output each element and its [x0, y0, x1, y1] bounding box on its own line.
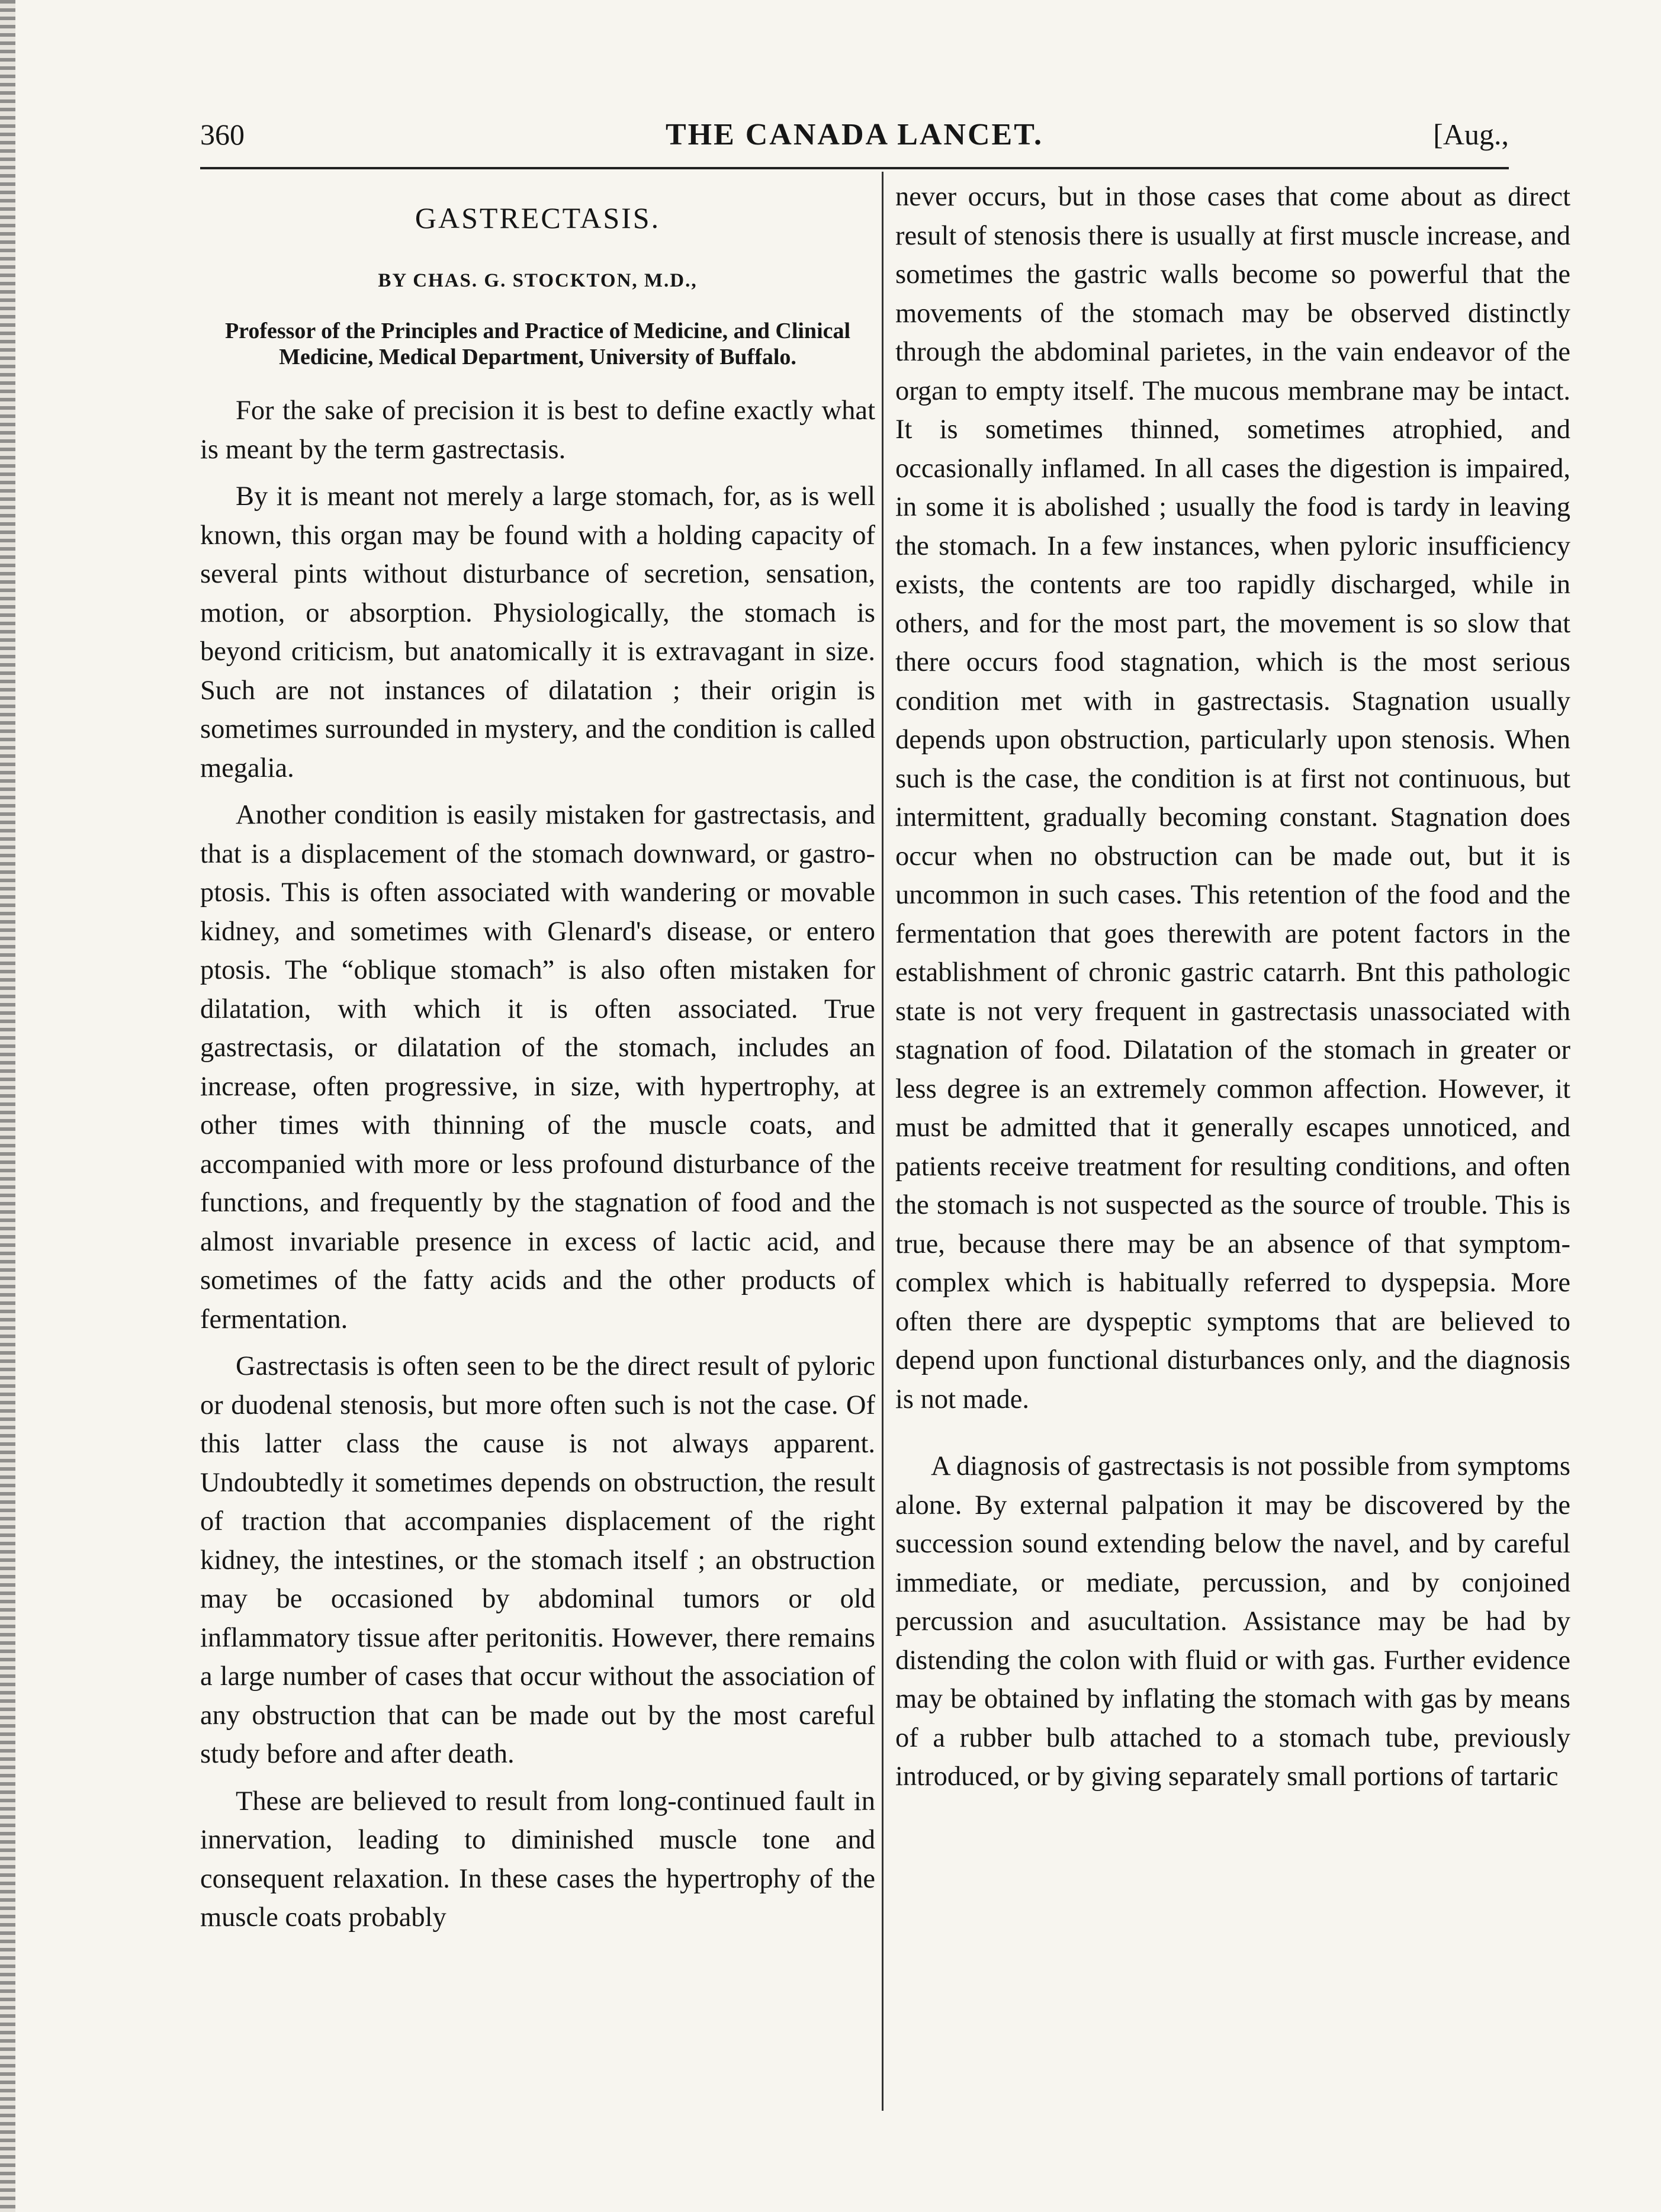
paragraph: For the sake of precision it is best to define exactly what is meant by the term gastrectasis. — [200, 396, 875, 465]
article-byline: BY CHAS. G. STOCKTON, M.D., — [378, 269, 698, 291]
scanned-page-edge — [0, 0, 15, 2212]
left-column — [200, 178, 875, 1937]
journal-title: THE CANADA LANCET. — [665, 118, 1044, 152]
running-header — [200, 114, 1509, 161]
issue-month: [Aug., — [1433, 118, 1509, 151]
paragraph: By it is meant not merely a large stomach, for, as is well known, this organ may be found with a holding capacity of several pints without disturbance of secretion, sensation, motion, or absorption. Physiologically, the stomach is beyond criticism, but anatomically it is extravagant in size. Such are not instances of dilatation ; their origin is sometimes surrounded in mystery, and the condition is called megalia. — [200, 481, 875, 783]
header-rule — [200, 167, 1509, 169]
paragraph: These are believed to result from long-continued fault in innervation, leading to diminished muscle tone and consequent relaxation. In these cases the hypertrophy of the muscle coats probably — [200, 1786, 875, 1933]
right-column — [895, 178, 1570, 1796]
paragraph: Another condition is easily mistaken for gastrectasis, and that is a displacement of the stomach downward, or gastro-ptosis. This is often associated with wandering or movable kidney, and sometimes with Glenard's disease, or entero ptosis. The “oblique stomach” is also often mistaken for dilatation, with which it is often associated. True gastrectasis, or dilatation of the stomach, includes an increase, often progressive, in size, with hypertrophy, at other times with thinning of the muscle coats, and accompanied with more or less profound disturbance of the functions, and frequently by the stagnation of food and the almost invariable presence in excess of lactic acid, and sometimes of the fatty acids and the other products of fermentation. — [200, 800, 875, 1335]
paragraph: never occurs, but in those cases that come about as direct result of stenosis there is usually at first muscle increase, and sometimes the gastric walls become so powerful that the movements of the stomach may be observed distinctly through the abdominal parietes, in the vain endeavor of the organ to empty itself. The mucous membrane may be intact. It is sometimes thinned, sometimes atrophied, and occasionally inflamed. In all cases the digestion is impaired, in some it is abolished ; usually the food is tardy in leaving the stomach. In a few instances, when pyloric insufficiency exists, the contents are too rapidly discharged, while in others, and for the most part, the movement is so slow that there occurs food stagnation, which is the most serious condition met with in gastrectasis. Stagnation usually depends upon obstruction, particularly upon stenosis. When such is the case, the condition is at first not continuous, but intermittent, gradually becoming constant. Stagnation does occur when no obstruction can be made out, but it is uncommon in such cases. This retention of the food and the fermentation that goes therewith are potent factors in the establishment of chronic gastric catarrh. Bnt this pathologic state is not very frequent in gastrectasis unassociated with stagnation of food. Dilatation of the stomach in greater or less degree is an extremely common affection. However, it must be admitted that it generally escapes unnoticed, and patients receive treatment for resulting conditions, and often the stomach is not suspected as the source of trouble. This is true, because there may be an absence of that symptom-complex which is habitually referred to dyspepsia. More often there are dyspeptic symptoms that are believed to depend upon functional disturbances only, and the diagnosis is not made. — [895, 182, 1570, 1414]
author-affiliation: Professor of the Principles and Practice of Medicine, and Clinical Medicine, Medical Department, University of Buffalo. — [224, 319, 851, 369]
paragraph: Gastrectasis is often seen to be the direct result of pyloric or duodenal stenosis, but more often such is not the case. Of this latter class the cause is not always apparent. Undoubtedly it sometimes depends on obstruction, the result of traction that accompanies displacement of the right kidney, the intestines, or the stomach itself ; an obstruction may be occasioned by abdominal tumors or old inflammatory tissue after peritonitis. However, there remains a large number of cases that occur without the association of any obstruction that can be made out by the most careful study before and after death. — [200, 1351, 875, 1769]
column-divider — [882, 172, 883, 2111]
article-title: GASTRECTASIS. — [415, 201, 661, 234]
page-number: 360 — [200, 118, 245, 151]
paragraph: A diagnosis of gastrectasis is not possible from symptoms alone. By external palpation it may be discovered by the succession sound extending below the navel, and by careful immediate, or mediate, percussion, and by conjoined percussion and asucultation. Assistance may be had by distending the colon with fluid or with gas. Further evidence may be obtained by inflating the stomach with gas by means of a rubber bulb attached to a stomach tube, previously introduced, or by giving separately small portions of tartaric — [895, 1451, 1570, 1792]
